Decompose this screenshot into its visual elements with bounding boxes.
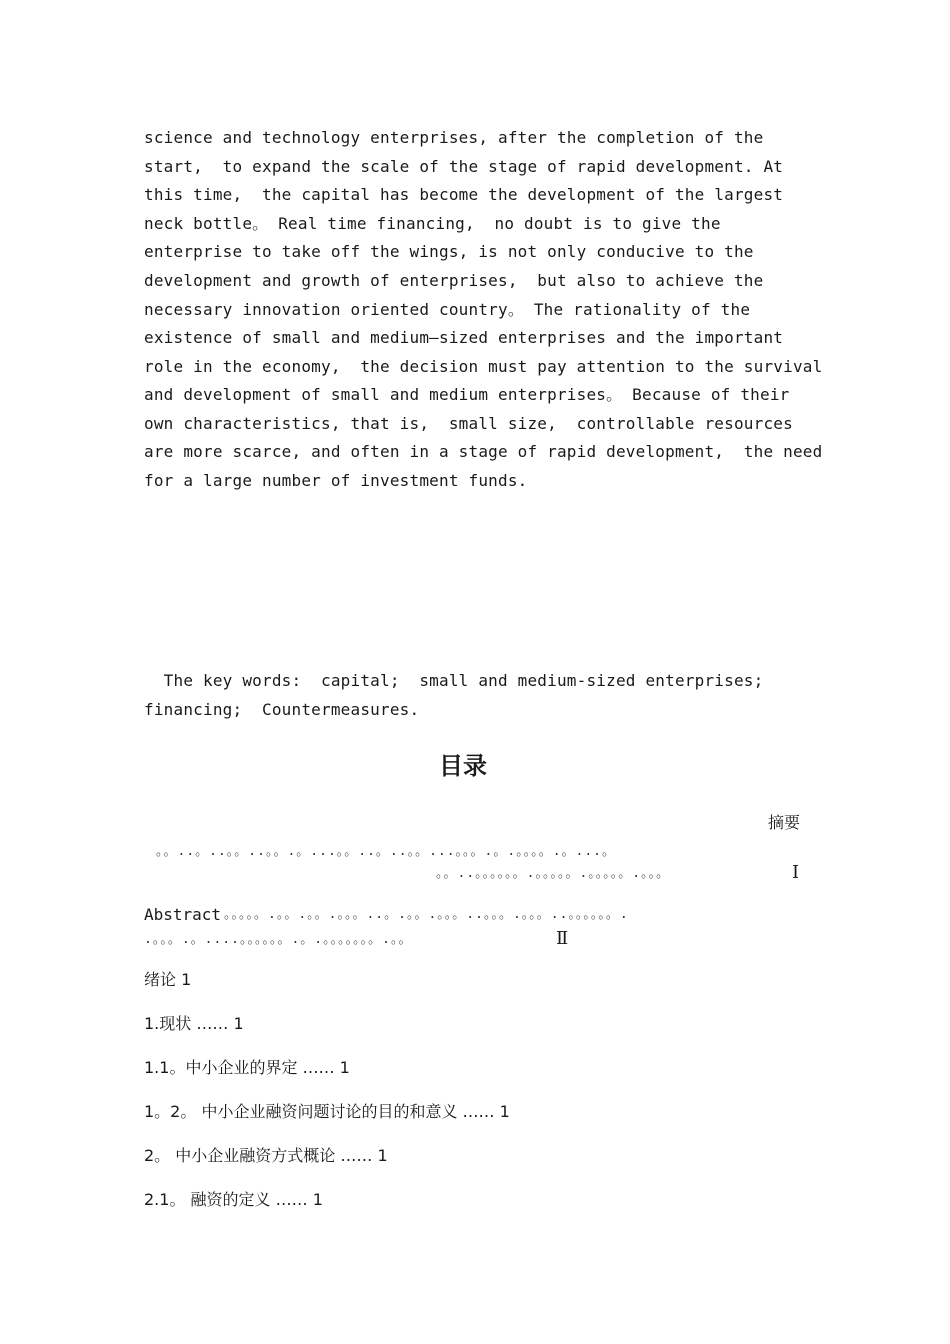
keywords-line: The key words: capital; small and medium-sized enterprises; xyxy=(144,671,764,690)
abstract-line: enterprise to take off the wings, is not only conducive to the xyxy=(144,242,754,261)
keywords-paragraph xyxy=(144,667,814,724)
toc-leader-dots: .。。。.。....。。。。。。.。.。。。。。。。.。。 xyxy=(144,932,413,947)
toc-page-number: Ⅱ xyxy=(556,928,569,949)
toc-item[interactable]: 1.现状 …… 1 xyxy=(144,1014,244,1033)
toc-item[interactable]: 2.1。 融资的定义 …… 1 xyxy=(144,1190,323,1209)
abstract-line: own characteristics, that is, small size, controllable resources xyxy=(144,414,793,433)
abstract-line: this time, the capital has become the development of the largest xyxy=(144,185,784,204)
toc-abstract-en-label: Abstract xyxy=(144,905,222,924)
toc-abstract-cn-label: 摘要 xyxy=(768,813,801,832)
toc-item[interactable]: 绪论 1 xyxy=(144,970,192,989)
abstract-line: existence of small and medium—sized enterprises and the important xyxy=(144,328,784,347)
abstract-line: are more scarce, and often in a stage of rapid development, the need xyxy=(144,442,823,461)
toc-leader-dots: 。。..。..。。..。。.。...。。..。..。。...。。。.。.。。。。.。...。 xyxy=(156,844,617,859)
toc-item[interactable]: 1。2。 中小企业融资问题讨论的目的和意义 …… 1 xyxy=(144,1102,510,1121)
toc-item[interactable]: 1.1。中小企业的界定 …… 1 xyxy=(144,1058,350,1077)
keywords-line: financing; Countermeasures. xyxy=(144,699,420,719)
toc-title: 目录 xyxy=(439,752,487,780)
abstract-line: for a large number of investment funds. xyxy=(144,471,528,490)
toc-page-number: I xyxy=(792,862,800,883)
abstract-line: neck bottle。 Real time financing, no doubt is to give the xyxy=(144,214,721,233)
abstract-line: science and technology enterprises, after the completion of the xyxy=(144,128,764,147)
toc-item[interactable]: 2。 中小企业融资方式概论 …… 1 xyxy=(144,1146,388,1165)
abstract-line: start, to expand the scale of the stage of rapid development. At xyxy=(144,157,784,176)
abstract-line: necessary innovation oriented country。 The rationality of the xyxy=(144,300,751,319)
abstract-line: development and growth of enterprises, but also to achieve the xyxy=(144,271,764,290)
abstract-line: and development of small and medium enterprises。 Because of their xyxy=(144,385,790,404)
toc-leader-dots: 。。。。。.。。.。。.。。。..。.。。.。。。..。。。.。。。..。。。。。。. xyxy=(224,907,629,922)
abstract-line: role in the economy, the decision must pay attention to the survival xyxy=(144,357,823,376)
toc-leader-dots: 。。..。。。。。。.。。。。。.。。。。。.。。。 xyxy=(436,866,671,881)
